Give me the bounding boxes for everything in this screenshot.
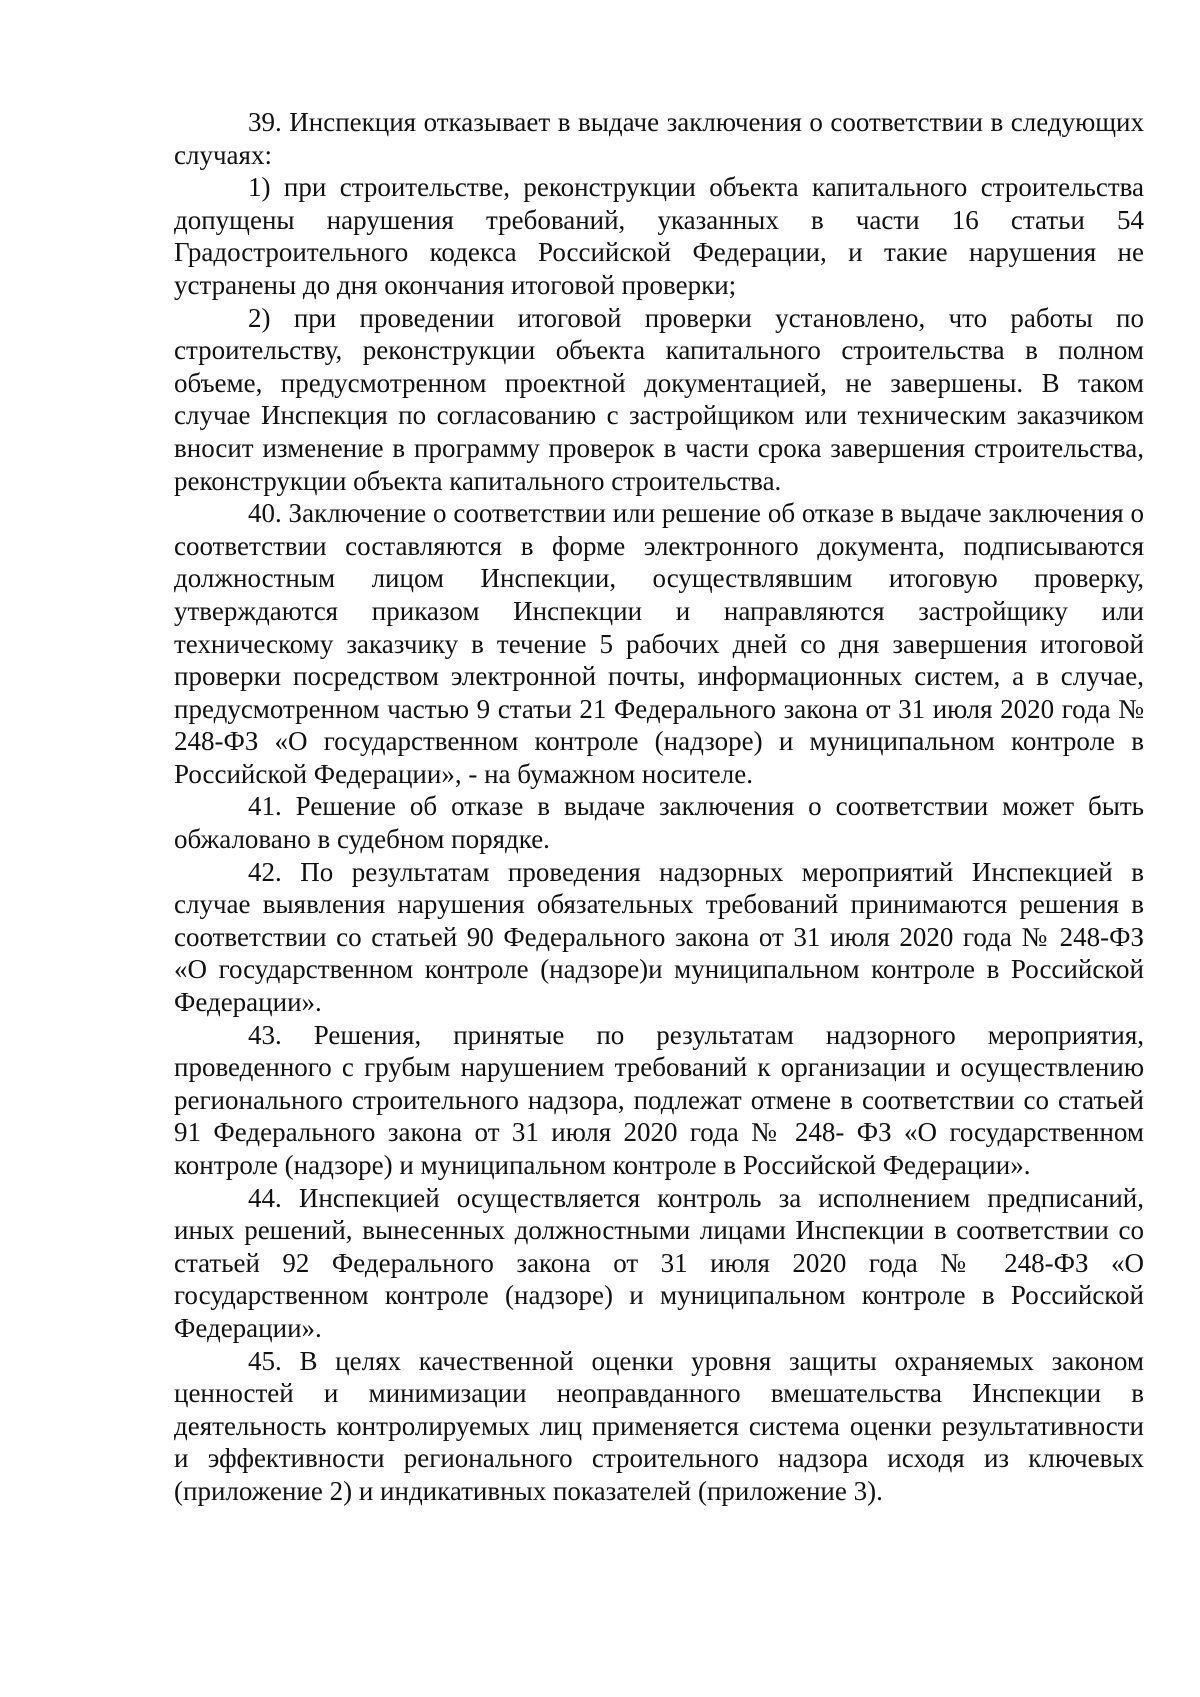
paragraph-40: 40. Заключение о соответствии или решение об отказе в выдаче заключения о соответствии составляются в форме электронного документа, подписываются должностным лицом Инспекции, осуществлявшим итоговую проверку, утверждаются приказом Инспекции и направляются застройщику или техническому заказчику в течение 5 рабочих дней со дня завершения итоговой проверки посредством электронной почты, информационных систем, а в случае, предусмотренном частью 9 статьи 21 Федерального закона от 31 июля 2020 года № 248-ФЗ «О государственном контроле (надзоре) и муниципальном контроле в Российской Федерации», - на бумажном носителе. bbox=[174, 498, 1144, 789]
paragraph-41: 41. Решение об отказе в выдаче заключения о соответствии может быть обжаловано в судебном порядке. bbox=[174, 791, 1144, 855]
paragraph-43: 43. Решения, принятые по результатам надзорного мероприятия, проведенного с грубым нарушением требований к организации и осуществлению регионального строительного надзора, подлежат отмене в соответствии со статьей 91 Федерального закона от 31 июля 2020 года № 248- ФЗ «О государственном контроле (надзоре) и муниципальном контроле в Российской Федерации». bbox=[174, 1019, 1144, 1180]
paragraph-39-item-2: 2) при проведении итоговой проверки установлено, что работы по строительству, реконструкции объекта капитального строительства в полном объеме, предусмотренном проектной документацией, не завершены. В таком случае Инспекция по согласованию с застройщиком или техническим заказчиком вносит изменение в программу проверок в части срока завершения строительства, реконструкции объекта капитального строительства. bbox=[174, 302, 1144, 496]
paragraph-42: 42. По результатам проведения надзорных мероприятий Инспекцией в случае выявления нарушения обязательных требований принимаются решения в соответствии со статьей 90 Федерального закона от 31 июля 2020 года № 248-ФЗ «О государственном контроле (надзоре)и муниципальном контроле в Российской Федерации». bbox=[174, 856, 1144, 1018]
paragraph-39: 39. Инспекция отказывает в выдаче заключения о соответствии в следующих случаях: bbox=[174, 107, 1144, 170]
document-page bbox=[174, 106, 1144, 1508]
paragraph-45: 45. В целях качественной оценки уровня защиты охраняемых законом ценностей и минимизации неоправданного вмешательства Инспекции в деятельность контролируемых лиц применяется система оценки результативности и эффективности регионального строительного надзора исходя из ключевых (приложение 2) и индикативных показателей (приложение 3). bbox=[174, 1345, 1144, 1506]
paragraph-39-item-1: 1) при строительстве, реконструкции объекта капитального строительства допущены нарушения требований, указанных в части 16 статьи 54 Градостроительного кодекса Российской Федерации, и такие нарушения не устранены до дня окончания итоговой проверки; bbox=[174, 172, 1144, 300]
paragraph-44: 44. Инспекцией осуществляется контроль за исполнением предписаний, иных решений, вынесенных должностными лицами Инспекции в соответствии со статьей 92 Федерального закона от 31 июля 2020 года № 248-ФЗ «О государственном контроле (надзоре) и муниципальном контроле в Российской Федерации». bbox=[174, 1182, 1144, 1343]
